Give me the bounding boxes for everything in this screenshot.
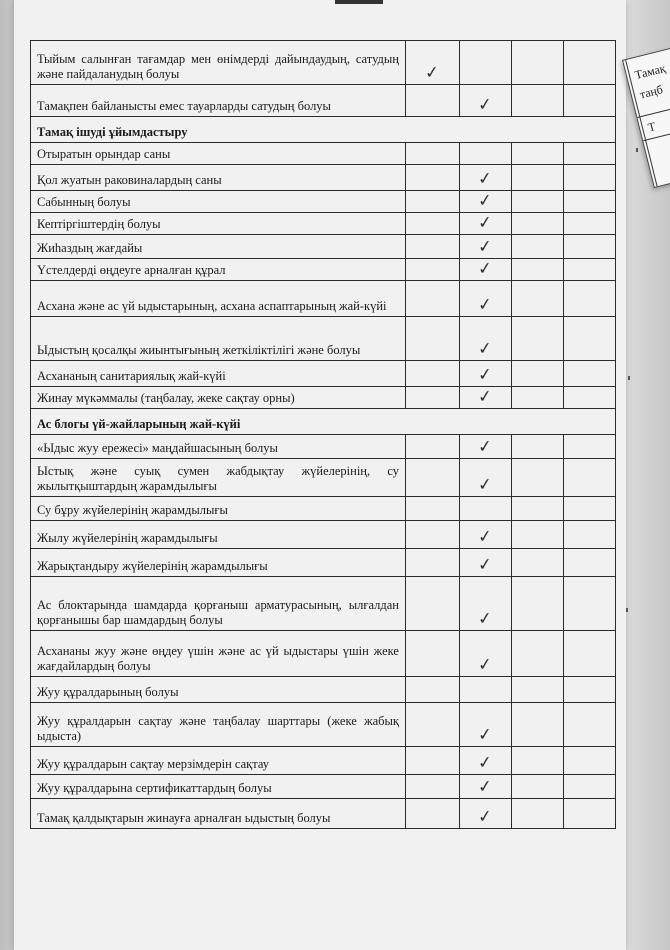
assessment-cell [406,387,460,409]
table-row [31,521,616,549]
checklist-table [30,40,616,829]
table-row [31,259,616,281]
assessment-cell [406,549,460,577]
criterion-text: Асхана және ас үй ыдыстарының, асхана аспаптарының жай-күйі [31,281,406,317]
table-row [31,435,616,459]
assessment-cell [564,85,616,117]
checklist-body [31,41,616,829]
checkmark-icon: ✓ [477,338,494,360]
criterion-text: Тыйым салынған тағамдар мен өнімдерді дайындаудың, сатудың және пайдаланудың болуы [31,41,406,85]
assessment-cell [512,165,564,191]
criterion-text: Жуу құралдарын сақтау мерзімдерін сақтау [31,747,406,775]
checkmark-icon: ✓ [477,608,494,630]
checkmark-icon: ✓ [477,776,494,798]
assessment-cell [564,677,616,703]
criterion-text: Асхананың санитариялық жай-күйі [31,361,406,387]
assessment-cell [460,497,512,521]
assessment-cell [564,577,616,631]
checkmark-icon: ✓ [477,724,494,746]
assessment-cell [512,435,564,459]
assessment-cell [564,459,616,497]
scan-speck [626,608,628,612]
assessment-cell [564,281,616,317]
assessment-cell [564,41,616,85]
table-row [31,235,616,259]
table-row [31,85,616,117]
criterion-text: Отыратын орындар саны [31,143,406,165]
checkmark-icon: ✓ [477,436,494,458]
assessment-cell [406,677,460,703]
assessment-cell [512,775,564,799]
checkmark-icon: ✓ [477,364,494,386]
table-row [31,213,616,235]
assessment-cell [460,677,512,703]
section-row [31,409,616,435]
assessment-cell [460,361,512,387]
assessment-cell [512,549,564,577]
assessment-cell [512,387,564,409]
criterion-text: Жарықтандыру жүйелерінің жарамдылығы [31,549,406,577]
assessment-cell [564,191,616,213]
assessment-cell [564,549,616,577]
assessment-cell [460,459,512,497]
checkmark-icon: ✓ [477,94,494,116]
checkmark-icon: ✓ [477,190,494,212]
assessment-cell [406,191,460,213]
assessment-cell [512,747,564,775]
assessment-cell [406,41,460,85]
assessment-cell [406,521,460,549]
section-row [31,117,616,143]
table-row [31,41,616,85]
criterion-text: Ыстық және суық сумен жабдықтау жүйелерінің, су жылытқыштардың жарамдылығы [31,459,406,497]
checkmark-icon: ✓ [424,62,441,84]
criterion-text: «Ыдыс жуу ережесі» маңдайшасының болуы [31,435,406,459]
checkmark-icon: ✓ [477,168,494,190]
assessment-cell [460,631,512,677]
table-row [31,631,616,677]
assessment-cell [460,775,512,799]
assessment-cell [460,165,512,191]
assessment-cell [512,799,564,829]
assessment-cell [460,747,512,775]
assessment-cell [460,259,512,281]
assessment-cell [406,497,460,521]
criterion-text: Тамақпен байланысты емес тауарларды сатудың болуы [31,85,406,117]
assessment-cell [460,521,512,549]
assessment-cell [460,281,512,317]
assessment-cell [512,459,564,497]
table-row [31,577,616,631]
criterion-text: Тамақ қалдықтарын жинауға арналған ыдыстың болуы [31,799,406,829]
assessment-cell [460,191,512,213]
assessment-cell [512,677,564,703]
assessment-cell [406,775,460,799]
checkmark-icon: ✓ [477,526,494,548]
assessment-cell [460,435,512,459]
assessment-cell [512,497,564,521]
assessment-cell [512,143,564,165]
checkmark-icon: ✓ [477,294,494,316]
assessment-cell [406,631,460,677]
overlapping-sheet-text-2: таңб [638,82,665,102]
assessment-cell [460,317,512,361]
assessment-cell [512,361,564,387]
checkmark-icon: ✓ [477,474,494,496]
assessment-cell [406,459,460,497]
assessment-cell [512,631,564,677]
criterion-text: Жуу құралдарының болуы [31,677,406,703]
table-row [31,191,616,213]
assessment-cell [512,213,564,235]
assessment-cell [564,317,616,361]
criterion-text: Ыдыстың қосалқы жиынтығының жеткіліктілігі және болуы [31,317,406,361]
assessment-cell [406,799,460,829]
criterion-text: Жуу құралдарын сақтау және таңбалау шарттары (жеке жабық ыдыста) [31,703,406,747]
checkmark-icon: ✓ [477,806,494,828]
assessment-cell [564,775,616,799]
checkmark-icon: ✓ [477,654,494,676]
assessment-cell [512,85,564,117]
assessment-cell [406,435,460,459]
table-row [31,747,616,775]
table-row [31,799,616,829]
table-row [31,459,616,497]
assessment-cell [460,703,512,747]
assessment-cell [512,281,564,317]
assessment-cell [564,497,616,521]
assessment-cell [460,143,512,165]
table-row [31,703,616,747]
assessment-cell [460,387,512,409]
assessment-cell [564,361,616,387]
criterion-text: Су бұру жүйелерінің жарамдылығы [31,497,406,521]
table-row [31,549,616,577]
checkmark-icon: ✓ [477,236,494,258]
table-row [31,165,616,191]
checkmark-icon: ✓ [477,258,494,280]
assessment-cell [406,577,460,631]
criterion-text: Қол жуатын раковиналардың саны [31,165,406,191]
table-row [31,497,616,521]
assessment-cell [406,747,460,775]
assessment-cell [512,191,564,213]
assessment-cell [512,577,564,631]
checkmark-icon: ✓ [477,554,494,576]
table-row [31,317,616,361]
assessment-cell [406,281,460,317]
assessment-cell [460,235,512,259]
table-row [31,775,616,799]
assessment-cell [406,235,460,259]
assessment-cell [564,435,616,459]
assessment-cell [406,703,460,747]
assessment-cell [406,165,460,191]
criterion-text: Асхананы жуу және өңдеу үшін және ас үй ыдыстары үшін жеке жағдайлардың болуы [31,631,406,677]
table-row [31,281,616,317]
assessment-cell [512,317,564,361]
assessment-cell [460,213,512,235]
criterion-text: Ас блоктарында шамдарда қорғаныш арматурасының, ылғалдан қорғанышы бар шамдардың болуы [31,577,406,631]
assessment-cell [564,747,616,775]
assessment-cell [512,259,564,281]
assessment-cell [564,165,616,191]
assessment-cell [460,549,512,577]
assessment-cell [512,703,564,747]
criterion-text: Жылу жүйелерінің жарамдылығы [31,521,406,549]
criterion-text: Жуу құралдарына сертификаттардың болуы [31,775,406,799]
overlapping-sheet-text-1: Тамақ [633,60,667,83]
assessment-cell [564,521,616,549]
table-row [31,677,616,703]
assessment-cell [564,703,616,747]
assessment-cell [564,631,616,677]
assessment-cell [460,799,512,829]
criterion-text: Жиһаздың жағдайы [31,235,406,259]
assessment-cell [512,521,564,549]
assessment-cell [512,41,564,85]
criterion-text: Сабынның болуы [31,191,406,213]
top-clip-mark [335,0,383,4]
table-row [31,143,616,165]
criterion-text: Кептіргіштердің болуы [31,213,406,235]
assessment-cell [406,85,460,117]
table-row [31,387,616,409]
assessment-cell [460,41,512,85]
table-row [31,361,616,387]
assessment-cell [406,317,460,361]
section-heading: Ас блогы үй-жайларының жай-күйі [31,409,616,435]
scan-speck [636,148,638,152]
checkmark-icon: ✓ [477,752,494,774]
assessment-cell [564,235,616,259]
assessment-cell [512,235,564,259]
assessment-cell [406,361,460,387]
assessment-cell [406,259,460,281]
checkmark-icon: ✓ [477,386,494,408]
assessment-cell [564,259,616,281]
checkmark-icon: ✓ [477,212,494,234]
overlapping-sheet-text-3: Т [646,119,657,135]
section-heading: Тамақ ішуді ұйымдастыру [31,117,616,143]
criterion-text: Үстелдерді өңдеуге арналған құрал [31,259,406,281]
assessment-cell [564,213,616,235]
assessment-cell [460,85,512,117]
criterion-text: Жинау мүкәммалы (таңбалау, жеке сақтау орны) [31,387,406,409]
assessment-cell [564,799,616,829]
scan-speck [628,376,630,380]
assessment-cell [564,387,616,409]
assessment-cell [564,143,616,165]
assessment-cell [406,143,460,165]
assessment-cell [460,577,512,631]
assessment-cell [406,213,460,235]
